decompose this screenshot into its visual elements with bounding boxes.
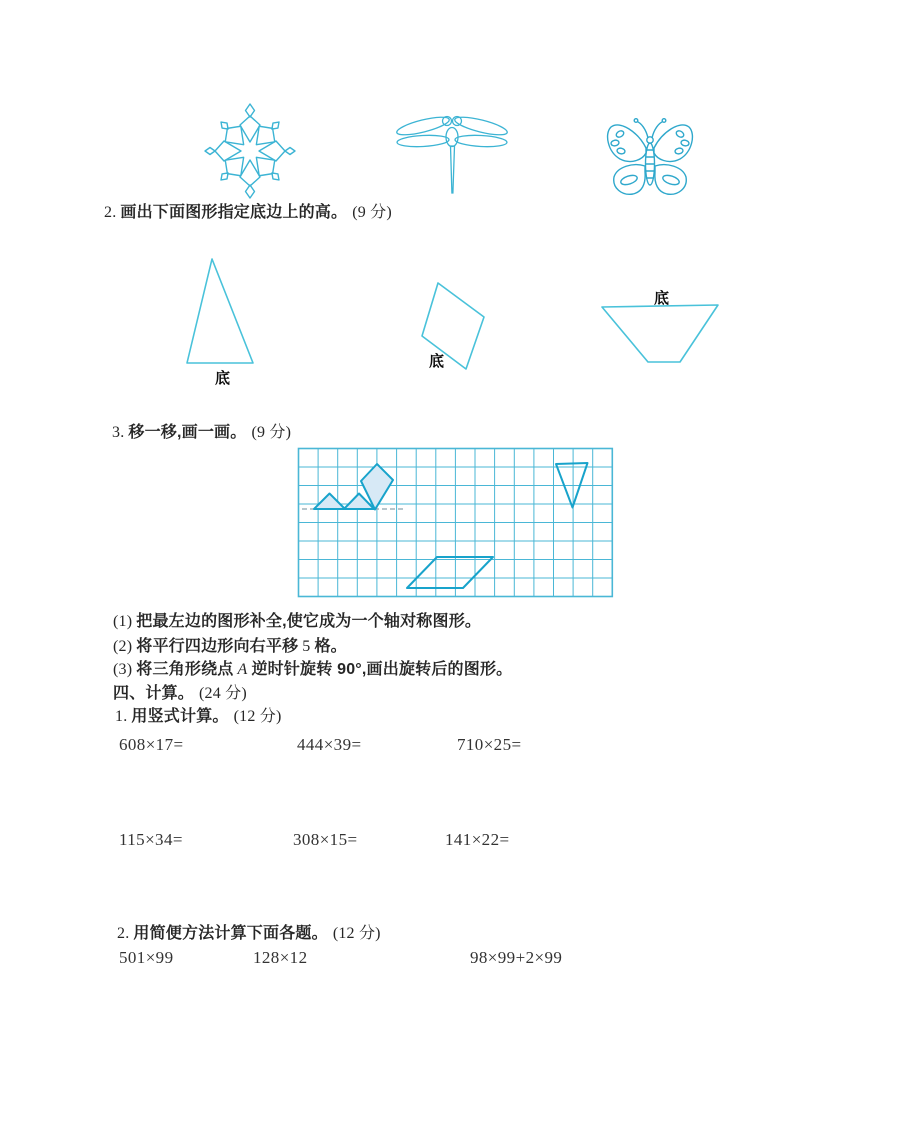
sub-text-post: 逆时针旋转 90°,画出旋转后的图形。 (251, 661, 513, 678)
q3-sub2 (113, 638, 347, 656)
simplification-problem: 98×99+2×99 (470, 948, 563, 967)
base-label-trapezoid: 底 (654, 290, 670, 307)
part-number: 1. (115, 708, 128, 725)
butterfly-icon (608, 119, 693, 195)
part-number: 2. (117, 925, 130, 942)
question-number: 2. (104, 204, 117, 221)
section-title: 四、计算。 (113, 685, 195, 702)
sub-text: 把最左边的图形补全,使它成为一个轴对称图形。 (136, 613, 482, 630)
points-label: (12 分) (332, 925, 381, 942)
multiplication-problem: 608×17= (119, 735, 184, 754)
base-label-triangle: 底 (215, 370, 231, 387)
multiplication-problem: 444×39= (297, 735, 362, 754)
question-3-heading (112, 424, 291, 442)
part-title: 用简便方法计算下面各题。 (133, 925, 328, 942)
sub-number: (1) (113, 613, 133, 630)
multiplication-problem: 308×15= (293, 830, 358, 849)
sub-text-pre: 将三角形绕点 (136, 661, 234, 678)
simplification-problem: 128×12 (253, 948, 308, 967)
multiplication-problem: 710×25= (457, 735, 522, 754)
sub-number: (2) (113, 638, 133, 655)
q3-sub1 (113, 613, 481, 631)
base-label-parallelogram: 底 (429, 353, 445, 370)
half-figure-triangle-1 (314, 494, 345, 510)
question-number: 3. (112, 424, 125, 441)
snowflake-icon (205, 104, 295, 198)
section-4-heading (113, 685, 247, 703)
points-label: (9 分) (352, 204, 392, 221)
triangle-shape (187, 259, 253, 363)
part-1-heading (115, 708, 281, 726)
dragonfly-icon (395, 114, 508, 193)
part-title: 用竖式计算。 (131, 708, 229, 725)
translation-parallelogram (407, 557, 493, 588)
sub-number: (3) (113, 661, 133, 678)
multiplication-problem: 141×22= (445, 830, 510, 849)
multiplication-problem: 115×34= (119, 830, 183, 849)
question-text: 移一移,画一画。 (128, 424, 247, 441)
question-text: 画出下面图形指定底边上的高。 (120, 204, 348, 221)
sub-text-pre: 将平行四边形向右平移 (136, 638, 299, 655)
trapezoid-shape (602, 305, 718, 362)
q3-grid (298, 448, 614, 598)
points-label: (12 分) (233, 708, 282, 725)
grid-lines (298, 448, 612, 597)
q3-sub3 (113, 661, 512, 679)
part-2-heading (117, 925, 381, 943)
question-2-heading (104, 204, 392, 222)
shift-count: 5 (302, 638, 311, 655)
sub-text-post: 格。 (314, 638, 347, 655)
decorative-figures (190, 100, 720, 200)
point-variable: A (237, 661, 248, 678)
points-label: (9 分) (251, 424, 292, 441)
simplification-problem: 501×99 (119, 948, 174, 967)
points-label: (24 分) (199, 685, 247, 702)
